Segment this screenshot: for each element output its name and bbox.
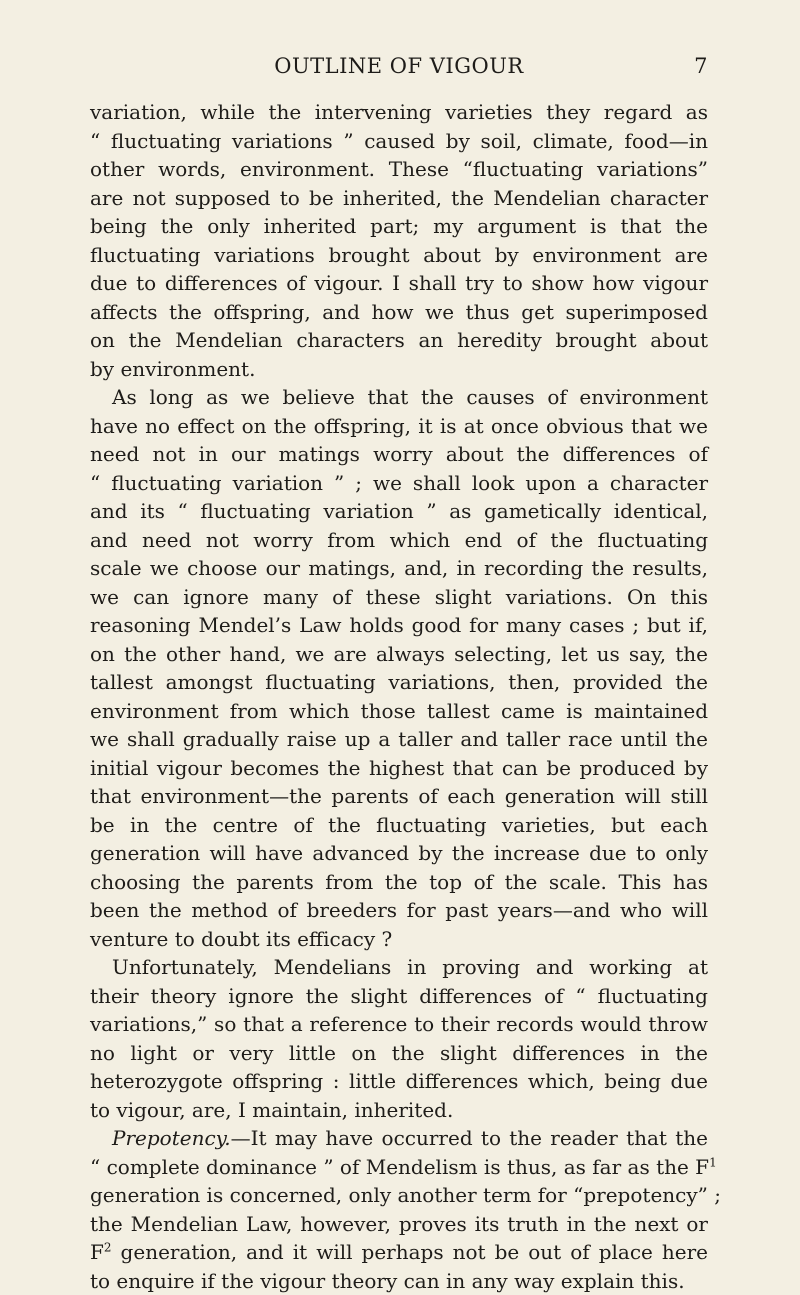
text-line: fluctuating variations brought about by environment are	[90, 241, 708, 270]
page-number: 7	[694, 54, 708, 78]
text-line: no light or very little on the slight differences in the	[90, 1039, 708, 1068]
text-run: —It may have occurred to the reader that the	[231, 1126, 708, 1150]
text-line: the Mendelian Law, however, proves its truth in the next or	[90, 1210, 708, 1239]
text-line: we can ignore many of these slight variations. On this	[90, 583, 708, 612]
text-line: “ fluctuating variation ” ; we shall look upon a character	[90, 469, 708, 498]
paragraph	[90, 1124, 708, 1295]
text-line: “ fluctuating variations ” caused by soil, climate, food—in	[90, 127, 708, 156]
text-run: F	[90, 1240, 104, 1264]
text-line: by environment.	[90, 355, 708, 384]
text-line: and its “ fluctuating variation ” as gametically identical,	[90, 497, 708, 526]
paragraph	[90, 383, 708, 953]
text-line: we shall gradually raise up a taller and taller race until the	[90, 725, 708, 754]
text-line: venture to doubt its efficacy ?	[90, 925, 708, 954]
text-line: scale we choose our matings, and, in recording the results,	[90, 554, 708, 583]
text-line: variations,” so that a reference to their records would throw	[90, 1010, 708, 1039]
text-line: due to differences of vigour. I shall try to show how vigour	[90, 269, 708, 298]
text-line	[90, 1124, 708, 1153]
text-line: on the other hand, we are always selecting, let us say, the	[90, 640, 708, 669]
text-line: environment from which those tallest came is maintained	[90, 697, 708, 726]
text-line: reasoning Mendel’s Law holds good for many cases ; but if,	[90, 611, 708, 640]
running-title: OUTLINE OF VIGOUR	[90, 54, 708, 78]
superscript: 2	[104, 1240, 112, 1254]
superscript: 1	[709, 1155, 717, 1169]
text-line: initial vigour becomes the highest that can be produced by	[90, 754, 708, 783]
text-line: heterozygote offspring : little differences which, being due	[90, 1067, 708, 1096]
text-line: need not in our matings worry about the differences of	[90, 440, 708, 469]
text-line: generation is concerned, only another term for “prepotency” ;	[90, 1181, 708, 1210]
text-line: to enquire if the vigour theory can in any way explain this.	[90, 1267, 708, 1295]
text-line: be in the centre of the fluctuating varieties, but each	[90, 811, 708, 840]
paragraph	[90, 953, 708, 1124]
text-line: are not supposed to be inherited, the Mendelian character	[90, 184, 708, 213]
paragraph	[90, 98, 708, 383]
section-lead: Prepotency.	[112, 1126, 231, 1150]
text-line: generation will have advanced by the increase due to only	[90, 839, 708, 868]
text-line: on the Mendelian characters an heredity brought about	[90, 326, 708, 355]
text-line: to vigour, are, I maintain, inherited.	[90, 1096, 708, 1125]
body-text	[90, 98, 708, 1295]
text-line: tallest amongst fluctuating variations, then, provided the	[90, 668, 708, 697]
text-line: that environment—the parents of each generation will still	[90, 782, 708, 811]
text-line: As long as we believe that the causes of environment	[90, 383, 708, 412]
text-line: being the only inherited part; my argument is that the	[90, 212, 708, 241]
text-line	[90, 1238, 708, 1267]
text-line: other words, environment. These “fluctuating variations”	[90, 155, 708, 184]
text-line: have no effect on the offspring, it is at once obvious that we	[90, 412, 708, 441]
text-line	[90, 1153, 708, 1182]
text-line: Unfortunately, Mendelians in proving and working at	[90, 953, 708, 982]
text-run: “ complete dominance ” of Mendelism is thus, as far as the F	[90, 1155, 709, 1179]
text-run: generation, and it will perhaps not be out of place here	[112, 1240, 708, 1264]
text-line: choosing the parents from the top of the scale. This has	[90, 868, 708, 897]
page-header	[90, 54, 708, 84]
text-line: been the method of breeders for past years—and who will	[90, 896, 708, 925]
text-line: and need not worry from which end of the fluctuating	[90, 526, 708, 555]
text-line: affects the offspring, and how we thus get superimposed	[90, 298, 708, 327]
text-line: variation, while the intervening varieties they regard as	[90, 98, 708, 127]
text-line: their theory ignore the slight differences of “ fluctuating	[90, 982, 708, 1011]
